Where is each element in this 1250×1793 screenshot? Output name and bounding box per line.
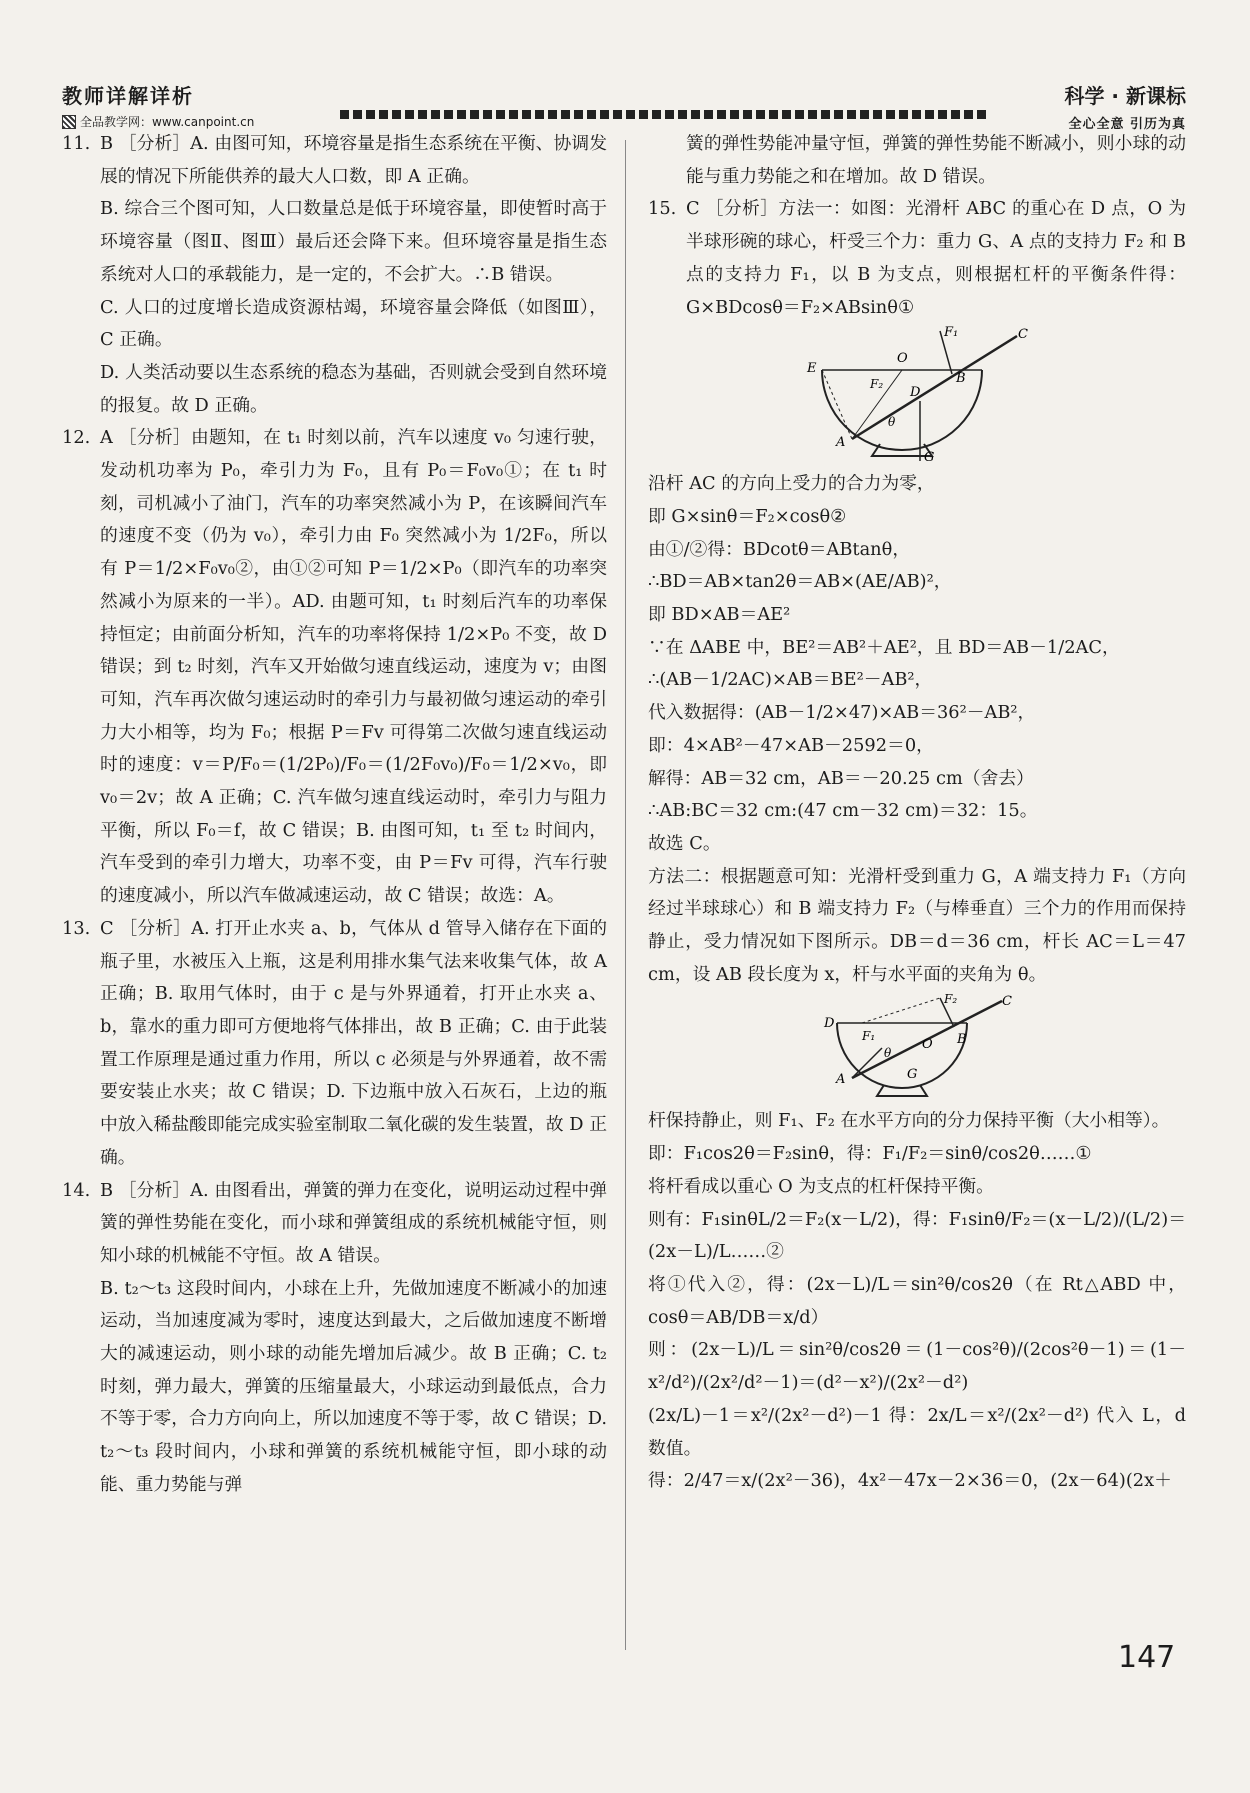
label-theta: θ [888, 415, 896, 430]
answer-line: 即 BD×AB＝AE² [648, 604, 791, 626]
page-header-left [62, 80, 254, 130]
page-number: 147 [1118, 1640, 1176, 1675]
answer-line: (2x/L)－1＝x²/(2x²－d²)－1 得：2x/L＝x²/(2x²－d²) 代入 L，d 数值。 [648, 1404, 1186, 1459]
answer-paragraph: 簧的弹性势能冲量守恒，弹簧的弹性势能不断减小，则小球的动能与重力势能之和在增加。故 D 错误。 [686, 133, 1186, 187]
answer-line: 将①代入②，得：(2x－L)/L＝sin²θ/cos2θ（在 Rt△ABD 中，cosθ＝AB/DB＝x/d） [648, 1273, 1186, 1328]
header-subject: 科学 · 新课标 [1064, 84, 1186, 108]
label-b: B [957, 1032, 967, 1048]
question-14 [62, 1175, 607, 1502]
bowl-rod-diagram-2 [822, 993, 1012, 1103]
label-g: G [907, 1067, 918, 1083]
answer-paragraph: C. 人口的过度增长造成资源枯竭，环境容量会降低（如图Ⅲ），C 正确。 [100, 296, 607, 351]
question-number: 12. [62, 427, 91, 449]
answer-line: ∵在 ΔABE 中，BE²＝AB²＋AE²，且 BD＝AB－1/2AC， [648, 636, 1120, 658]
answer-line: 即：4×AB²－47×AB－2592＝0， [648, 734, 934, 756]
answer-paragraph: 杆保持静止，则 F₁、F₂ 在水平方向的分力保持平衡（大小相等）。 [648, 1110, 1170, 1132]
label-f2: F₂ [944, 993, 958, 1007]
left-column [62, 128, 607, 1502]
label-g: G [924, 450, 935, 466]
question-number: 15. [648, 198, 677, 220]
label-a: A [836, 1072, 846, 1088]
label-c: C [1002, 994, 1012, 1010]
qr-code-icon [62, 115, 76, 129]
bowl-outline [837, 1023, 967, 1088]
question-13 [62, 913, 607, 1175]
label-d: D [910, 385, 921, 401]
answer-line: 故选 C。 [648, 832, 721, 854]
column-divider [625, 140, 626, 1650]
answer-line: ∴AB:BC＝32 cm:(47 cm－32 cm)＝32：15。 [648, 800, 1038, 822]
answer-line: 得：2/47＝x/(2x²－36)，4x²－47x－2×36＝0，(2x－64)(2x＋ [648, 1470, 1172, 1492]
answer-line: 则有：F₁sinθL/2＝F₂(x－L/2)，得：F₁sinθ/F₂＝(x－L/2)/(L/2)＝(2x－L)/L……② [648, 1208, 1186, 1263]
dashed-guide [862, 998, 940, 1023]
question-number: 14. [62, 1179, 91, 1201]
header-website: 全品教学网：www.canpoint.cn [80, 115, 255, 129]
answer-paragraph: B ［分析］A. 由图可知，环境容量是指生态系统在平衡、协调发展的情况下所能供养的最大人口数，即 A 正确。 [100, 133, 607, 187]
answer-paragraph: 方法二：根据题意可知：光滑杆受到重力 G，A 端支持力 F₁（方向经过半球球心）和 B 端支持力 F₂（与棒垂直）三个力的作用而保持静止，受力情况如下图所示。DB＝d＝36 cm，杆长 AC＝L＝47 cm，设 AB 段长度为 x，杆与水平面的夹角为 θ。 [648, 865, 1186, 985]
label-theta: θ [884, 1046, 892, 1061]
label-c: C [1018, 327, 1028, 343]
label-f1: F₁ [862, 1029, 876, 1044]
bowl-rod-diagram-1 [802, 326, 1032, 466]
label-d: D [824, 1016, 835, 1032]
answer-paragraph: C ［分析］A. 打开止水夹 a、b，气体从 d 管导入储存在下面的瓶子里，水被压入上瓶，这是利用排水集气法来收集气体，故 A 正确；B. 取用气体时，由于 c 是与外界通着，打开止水夹 a、b，靠水的重力即可方便地将气体排出，故 B 正确；C. 由于此装置工作原理是通过重力作用，所以 c 必须是与外界通着，故不需要安装止水夹；故 C 错误；D. 下边瓶中放入石灰石，上边的瓶中放入稀盐酸即能完成实验室制取二氧化碳的发生装置，故 D 正确。 [100, 917, 607, 1168]
answer-paragraph: B ［分析］A. 由图看出，弹簧的弹力在变化，说明运动过程中弹簧的弹性势能在变化，而小球和弹簧组成的系统机械能守恒，则知小球的机械能不守恒。故 A 错误。 [100, 1179, 607, 1266]
label-f2: F₂ [870, 377, 884, 392]
question-number: 13. [62, 917, 91, 939]
label-b: B [956, 371, 966, 387]
answer-line: 则：(2x－L)/L＝sin²θ/cos2θ＝(1－cos²θ)/(2cos²θ－1)＝(1－x²/d²)/(2x²/d²－1)＝(d²－x²)/(2x²－d²) [648, 1339, 1186, 1394]
answer-line: 沿杆 AC 的方向上受力的合力为零， [648, 473, 935, 495]
answer-line: 将杆看成以重心 O 为支点的杠杆保持平衡。 [648, 1175, 994, 1197]
answer-line: 解得：AB＝32 cm，AB＝－20.25 cm（舍去） [648, 767, 1034, 789]
header-dash-bar [340, 110, 988, 119]
answer-line: 由①/②得：BDcotθ＝ABtanθ， [648, 538, 911, 560]
answer-paragraph: C ［分析］方法一：如图：光滑杆 ABC 的重心在 D 点，O 为半球形碗的球心，杆受三个力：重力 G、A 点的支持力 F₂ 和 B 点的支持力 F₁，以 B 为支点，则根据杠杆的平衡条件得：G×BDcosθ＝F₂×ABsinθ① [686, 198, 1186, 318]
question-15 [648, 193, 1186, 324]
answer-paragraph: A ［分析］由题知，在 t₁ 时刻以前，汽车以速度 v₀ 匀速行驶，发动机功率为 P₀，牵引力为 F₀，且有 P₀＝F₀v₀①；在 t₁ 时刻，司机减小了油门，汽车的功率突然减小为 P，在该瞬间汽车的速度不变（仍为 v₀），牵引力由 F₀ 突然减小为 1/2F₀，所以有 P＝1/2×F₀v₀②，由①②可知 P＝1/2×P₀（即汽车的功率突然减小为原来的一半）。AD. 由题可知，t₁ 时刻后汽车的功率保持恒定；由前面分析知，汽车的功率将保持 1/2×P₀ 不变，故 D 错误；到 t₂ 时刻，汽车又开始做匀速直线运动，速度为 v；由图可知，汽车再次做匀速运动时的牵引力与最初做匀速运动的牵引力大小相等，均为 F₀；根据 P＝Fv 可得第二次做匀速直线运动时的速度：v＝P/F₀＝(1/2P₀)/F₀＝(1/2F₀v₀)/F₀＝1/2×v₀，即 v₀＝2v；故 A 正确；C. 汽车做匀速直线运动时，牵引力与阻力平衡，所以 F₀＝f，故 C 错误；B. 由图可知，t₁ 至 t₂ 时间内，汽车受到的牵引力增大，功率不变，由 P＝Fv 可得，汽车行驶的速度减小，所以汽车做减速运动，故 C 错误；故选：A。 [100, 427, 607, 907]
label-f1: F₁ [944, 326, 959, 341]
force-f1-arrow [852, 1048, 882, 1078]
header-title: 教师详解详析 [62, 84, 194, 108]
label-o: O [922, 1037, 933, 1053]
answer-paragraph: B. t₂～t₃ 这段时间内，小球在上升，先做加速度不断减小的加速运动，当加速度减为零时，速度达到最大，之后做加速度不断增大的减速运动，则小球的动能先增加后减少。故 B 正确；C. t₂ 时刻，弹力最大，弹簧的压缩量最大，小球运动到最低点，合力不等于零，合力方向向上，所以加速度不等于零，故 C 错误；D. t₂～t₃ 段时间内，小球和弹簧的系统机械能守恒，即小球的动能、重力势能与弹 [100, 1277, 607, 1495]
question-12 [62, 422, 607, 913]
question-number: 11. [62, 133, 91, 154]
answer-line: 即：F₁cos2θ＝F₂sinθ，得：F₁/F₂＝sinθ/cos2θ……① [648, 1143, 1092, 1165]
question-11 [62, 128, 607, 422]
answer-paragraph: D. 人类活动要以生态系统的稳态为基础，否则就会受到自然环境的报复。故 D 正确。 [100, 361, 607, 416]
answer-line: ∴BD＝AB×tan2θ＝AB×(AE/AB)²， [648, 571, 952, 593]
page-header-right [1064, 80, 1186, 132]
right-column [648, 128, 1186, 1498]
header-slogan: 全心全意 引历为真 [1068, 117, 1186, 132]
label-o: O [897, 351, 908, 367]
answer-line: ∴(AB－1/2AC)×AB＝BE²－AB²， [648, 669, 933, 691]
answer-line: 代入数据得：(AB－1/2×47)×AB＝36²－AB²， [648, 702, 1036, 724]
answer-paragraph: B. 综合三个图可知，人口数量总是低于环境容量，即使暂时高于环境容量（图Ⅱ、图Ⅲ）最后还会降下来。但环境容量是指生态系统对人口的承载能力，是一定的，不会扩大。∴B 错误。 [100, 198, 607, 285]
answer-line: 即 G×sinθ＝F₂×cosθ② [648, 505, 847, 527]
label-a: A [836, 435, 846, 451]
label-e: E [807, 361, 817, 377]
